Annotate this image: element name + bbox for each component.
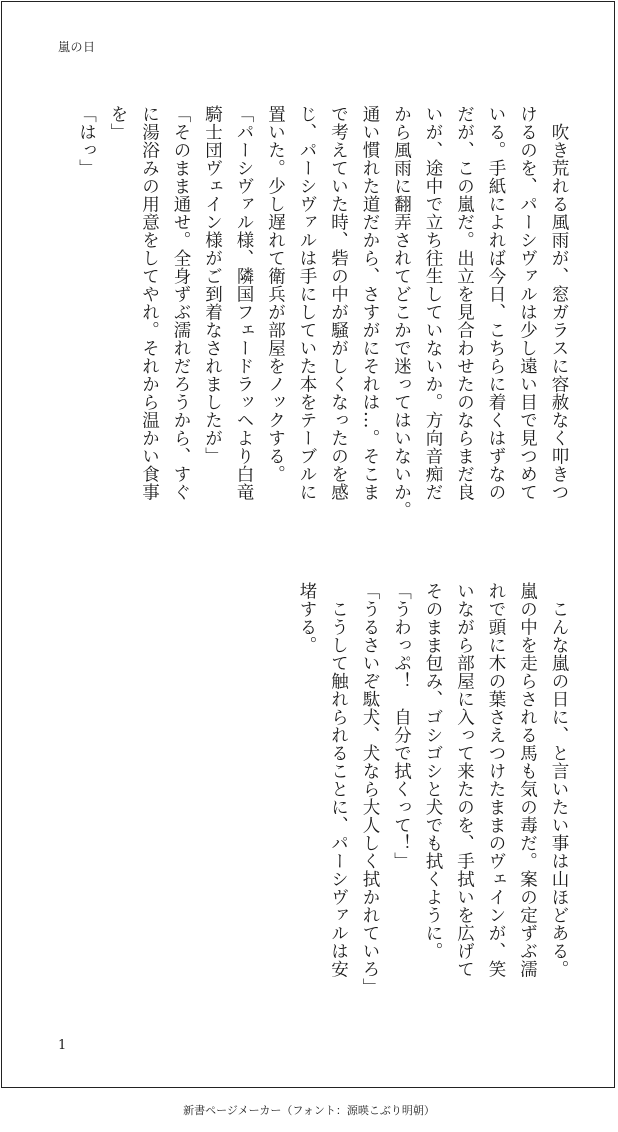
footer-credit: 新書ページメーカー（フォント：源暎こぶり明朝） (183, 1104, 435, 1117)
page-frame (1, 1, 615, 1088)
running-title: 嵐の日 (58, 40, 96, 54)
body-text-upper: 吹き荒れる風雨が、窓ガラスに容赦なく叩きつ けるのを、パーシヴァルは少し遠い目で見つめて いる。手紙によれば今日、こちらに着くはずなの だが、この嵐だ。出立を見合わせたのならまだ良 いが、途中で立ち往生していないか。方向音痴だ から風雨に翻弄されてどこかで迷ってはいないか。 通い慣れた道だから、さすがにそれは…。そこま で考えていた時、砦の中が騒がしくなったのを感 じ、パーシヴァルは手にしていた本をテーブルに 置いた。少し遅れて衛兵が部屋をノックする。 「パーシヴァル様、隣国フェードラッヘより白竜 騎士団ヴェイン様がご到着なされましたが」 「そのまま通せ。全身ずぶ濡れだろうから、すぐ に湯浴みの用意をしてやれ。それから温かい食事 を」 「はっ」 (76, 105, 569, 519)
page-number: 1 (58, 1038, 67, 1053)
body-text-lower: こんな嵐の日に、と言いたい事は山ほどある。 嵐の中を走らされる馬も気の毒だ。案の定ずぶ濡 れで頭に木の葉さえつけたままのヴェインが、笑 いながら部屋に入って来たのを、手拭いを広げて そのまま包み、ゴシゴシと犬でも拭くように。 「うわっぷ！ 自分で拭くって！」 「うるさいぞ駄犬、犬なら大人しく拭かれていろ」 こうして触れられることに、パーシヴァルは安 堵する。 (297, 582, 569, 996)
